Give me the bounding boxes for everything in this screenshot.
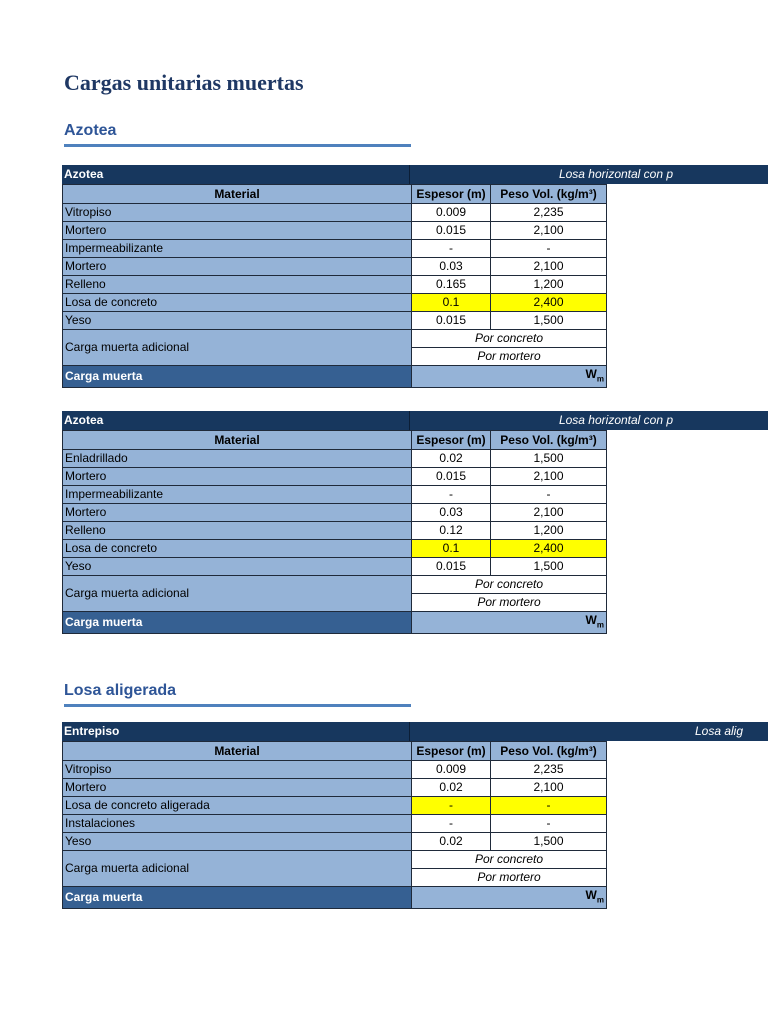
cell-adicional-label[interactable]: Carga muerta adicional <box>63 576 412 612</box>
cell-espesor[interactable]: - <box>412 797 491 815</box>
cell-material[interactable]: Yeso <box>63 312 412 330</box>
cell-material[interactable]: Enladrillado <box>63 450 412 468</box>
cell-peso[interactable]: 2,100 <box>491 258 607 276</box>
table-azotea-2 <box>62 411 768 634</box>
cell-espesor[interactable]: 0.015 <box>412 312 491 330</box>
cell-espesor[interactable]: 0.165 <box>412 276 491 294</box>
wm-symbol: W <box>585 613 597 627</box>
cell-espesor[interactable]: 0.12 <box>412 522 491 540</box>
cell-material[interactable]: Mortero <box>63 504 412 522</box>
cell-peso[interactable]: 1,500 <box>491 312 607 330</box>
cell-espesor[interactable]: 0.02 <box>412 450 491 468</box>
cell-espesor[interactable]: 0.015 <box>412 468 491 486</box>
cell-por-mortero[interactable]: Por mortero <box>412 594 607 612</box>
table-row[interactable] <box>63 222 607 240</box>
cell-espesor[interactable]: 0.009 <box>412 204 491 222</box>
table-header-row <box>62 165 768 184</box>
cell-material[interactable]: Mortero <box>63 258 412 276</box>
cell-peso[interactable]: 1,500 <box>491 833 607 851</box>
column-header-row <box>63 431 607 450</box>
cell-espesor[interactable]: - <box>412 815 491 833</box>
table-row[interactable] <box>63 833 607 851</box>
cell-espesor[interactable]: - <box>412 486 491 504</box>
wm-symbol: W <box>585 888 597 902</box>
cell-peso[interactable]: - <box>491 815 607 833</box>
wm-subscript: m <box>596 895 604 905</box>
table-row[interactable] <box>63 240 607 258</box>
cell-espesor[interactable]: 0.03 <box>412 504 491 522</box>
table-header-right: Losa horizontal con p <box>558 167 674 181</box>
cell-espesor[interactable]: 0.1 <box>412 294 491 312</box>
cell-material[interactable]: Losa de concreto aligerada <box>63 797 412 815</box>
table-row[interactable] <box>63 761 607 779</box>
col-peso: Peso Vol. (kg/m³) <box>491 185 607 204</box>
table-header-right: Losa alig <box>694 724 744 738</box>
cell-material[interactable]: Mortero <box>63 222 412 240</box>
table-row[interactable] <box>63 504 607 522</box>
col-espesor: Espesor (m) <box>412 185 491 204</box>
table-header-left: Azotea <box>62 411 410 430</box>
cell-adicional-label[interactable]: Carga muerta adicional <box>63 330 412 366</box>
cell-peso[interactable]: 2,100 <box>491 468 607 486</box>
table-row-highlighted[interactable] <box>63 294 607 312</box>
table-azotea-1 <box>62 165 768 388</box>
total-row[interactable] <box>63 612 607 634</box>
cell-peso[interactable]: 2,235 <box>491 761 607 779</box>
cell-material[interactable]: Yeso <box>63 558 412 576</box>
cell-peso[interactable]: 2,400 <box>491 294 607 312</box>
table-row[interactable] <box>63 522 607 540</box>
cell-total-label[interactable]: Carga muerta <box>63 887 412 909</box>
cell-material[interactable]: Losa de concreto <box>63 540 412 558</box>
cell-peso[interactable]: 2,400 <box>491 540 607 558</box>
table-row[interactable] <box>63 486 607 504</box>
cell-material[interactable]: Mortero <box>63 468 412 486</box>
cell-peso[interactable]: 1,500 <box>491 558 607 576</box>
adicional-row[interactable] <box>63 330 607 348</box>
table-header-row <box>62 722 768 741</box>
cell-material[interactable]: Vitropiso <box>63 761 412 779</box>
column-header-row <box>63 185 607 204</box>
table-header-left: Entrepiso <box>62 722 410 741</box>
table-row[interactable] <box>63 312 607 330</box>
col-peso: Peso Vol. (kg/m³) <box>491 742 607 761</box>
wm-subscript: m <box>596 620 604 630</box>
adicional-row[interactable] <box>63 576 607 594</box>
cell-espesor[interactable]: 0.015 <box>412 558 491 576</box>
col-peso: Peso Vol. (kg/m³) <box>491 431 607 450</box>
col-material: Material <box>63 185 412 204</box>
wm-subscript: m <box>596 374 604 384</box>
cell-peso[interactable]: 1,500 <box>491 450 607 468</box>
cell-por-mortero[interactable]: Por mortero <box>412 348 607 366</box>
cell-material[interactable]: Impermeabilizante <box>63 486 412 504</box>
table-row[interactable] <box>63 204 607 222</box>
cell-espesor[interactable]: 0.015 <box>412 222 491 240</box>
col-espesor: Espesor (m) <box>412 742 491 761</box>
cell-total-value[interactable] <box>412 366 607 388</box>
table-row[interactable] <box>63 276 607 294</box>
cell-adicional-label[interactable]: Carga muerta adicional <box>63 851 412 887</box>
cell-peso[interactable]: 2,100 <box>491 779 607 797</box>
cell-espesor[interactable]: 0.03 <box>412 258 491 276</box>
table-header-left: Azotea <box>62 165 410 184</box>
cell-espesor[interactable]: - <box>412 240 491 258</box>
adicional-row[interactable] <box>63 851 607 869</box>
table-row[interactable] <box>63 450 607 468</box>
section-heading-azotea: Azotea <box>64 122 411 147</box>
table-row[interactable] <box>63 815 607 833</box>
cell-material[interactable]: Relleno <box>63 276 412 294</box>
cell-espesor[interactable]: 0.1 <box>412 540 491 558</box>
table-row-highlighted[interactable] <box>63 797 607 815</box>
cell-peso[interactable]: 2,100 <box>491 222 607 240</box>
cell-espesor[interactable]: 0.009 <box>412 761 491 779</box>
cell-total-value[interactable] <box>412 612 607 634</box>
materials-table <box>62 184 607 388</box>
table-row[interactable] <box>63 558 607 576</box>
wm-symbol: W <box>585 367 597 381</box>
page-title: Cargas unitarias muertas <box>64 70 304 95</box>
col-espesor: Espesor (m) <box>412 431 491 450</box>
table-header-right: Losa horizontal con p <box>558 413 674 427</box>
cell-total-label[interactable]: Carga muerta <box>63 366 412 388</box>
cell-espesor[interactable]: 0.02 <box>412 779 491 797</box>
cell-material[interactable]: Instalaciones <box>63 815 412 833</box>
cell-peso[interactable]: 1,200 <box>491 522 607 540</box>
col-material: Material <box>63 431 412 450</box>
section-heading-losa-aligerada: Losa aligerada <box>64 682 411 707</box>
cell-peso[interactable]: 1,200 <box>491 276 607 294</box>
cell-peso[interactable]: - <box>491 240 607 258</box>
table-header-row <box>62 411 768 430</box>
cell-material[interactable]: Yeso <box>63 833 412 851</box>
table-row[interactable] <box>63 779 607 797</box>
cell-total-value[interactable] <box>412 887 607 909</box>
column-header-row <box>63 742 607 761</box>
cell-material[interactable]: Mortero <box>63 779 412 797</box>
table-row[interactable] <box>63 468 607 486</box>
cell-por-concreto[interactable]: Por concreto <box>412 330 607 348</box>
cell-material[interactable]: Relleno <box>63 522 412 540</box>
cell-peso[interactable]: - <box>491 486 607 504</box>
cell-por-concreto[interactable]: Por concreto <box>412 851 607 869</box>
materials-table <box>62 741 607 909</box>
table-row[interactable] <box>63 258 607 276</box>
col-material: Material <box>63 742 412 761</box>
table-row-highlighted[interactable] <box>63 540 607 558</box>
cell-por-mortero[interactable]: Por mortero <box>412 869 607 887</box>
cell-espesor[interactable]: 0.02 <box>412 833 491 851</box>
cell-material[interactable]: Impermeabilizante <box>63 240 412 258</box>
cell-peso[interactable]: 2,235 <box>491 204 607 222</box>
table-entrepiso <box>62 722 768 909</box>
materials-table <box>62 430 607 634</box>
cell-total-label[interactable]: Carga muerta <box>63 612 412 634</box>
total-row[interactable] <box>63 887 607 909</box>
total-row[interactable] <box>63 366 607 388</box>
cell-material[interactable]: Losa de concreto <box>63 294 412 312</box>
cell-material[interactable]: Vitropiso <box>63 204 412 222</box>
cell-peso[interactable]: 2,100 <box>491 504 607 522</box>
cell-peso[interactable]: - <box>491 797 607 815</box>
cell-por-concreto[interactable]: Por concreto <box>412 576 607 594</box>
